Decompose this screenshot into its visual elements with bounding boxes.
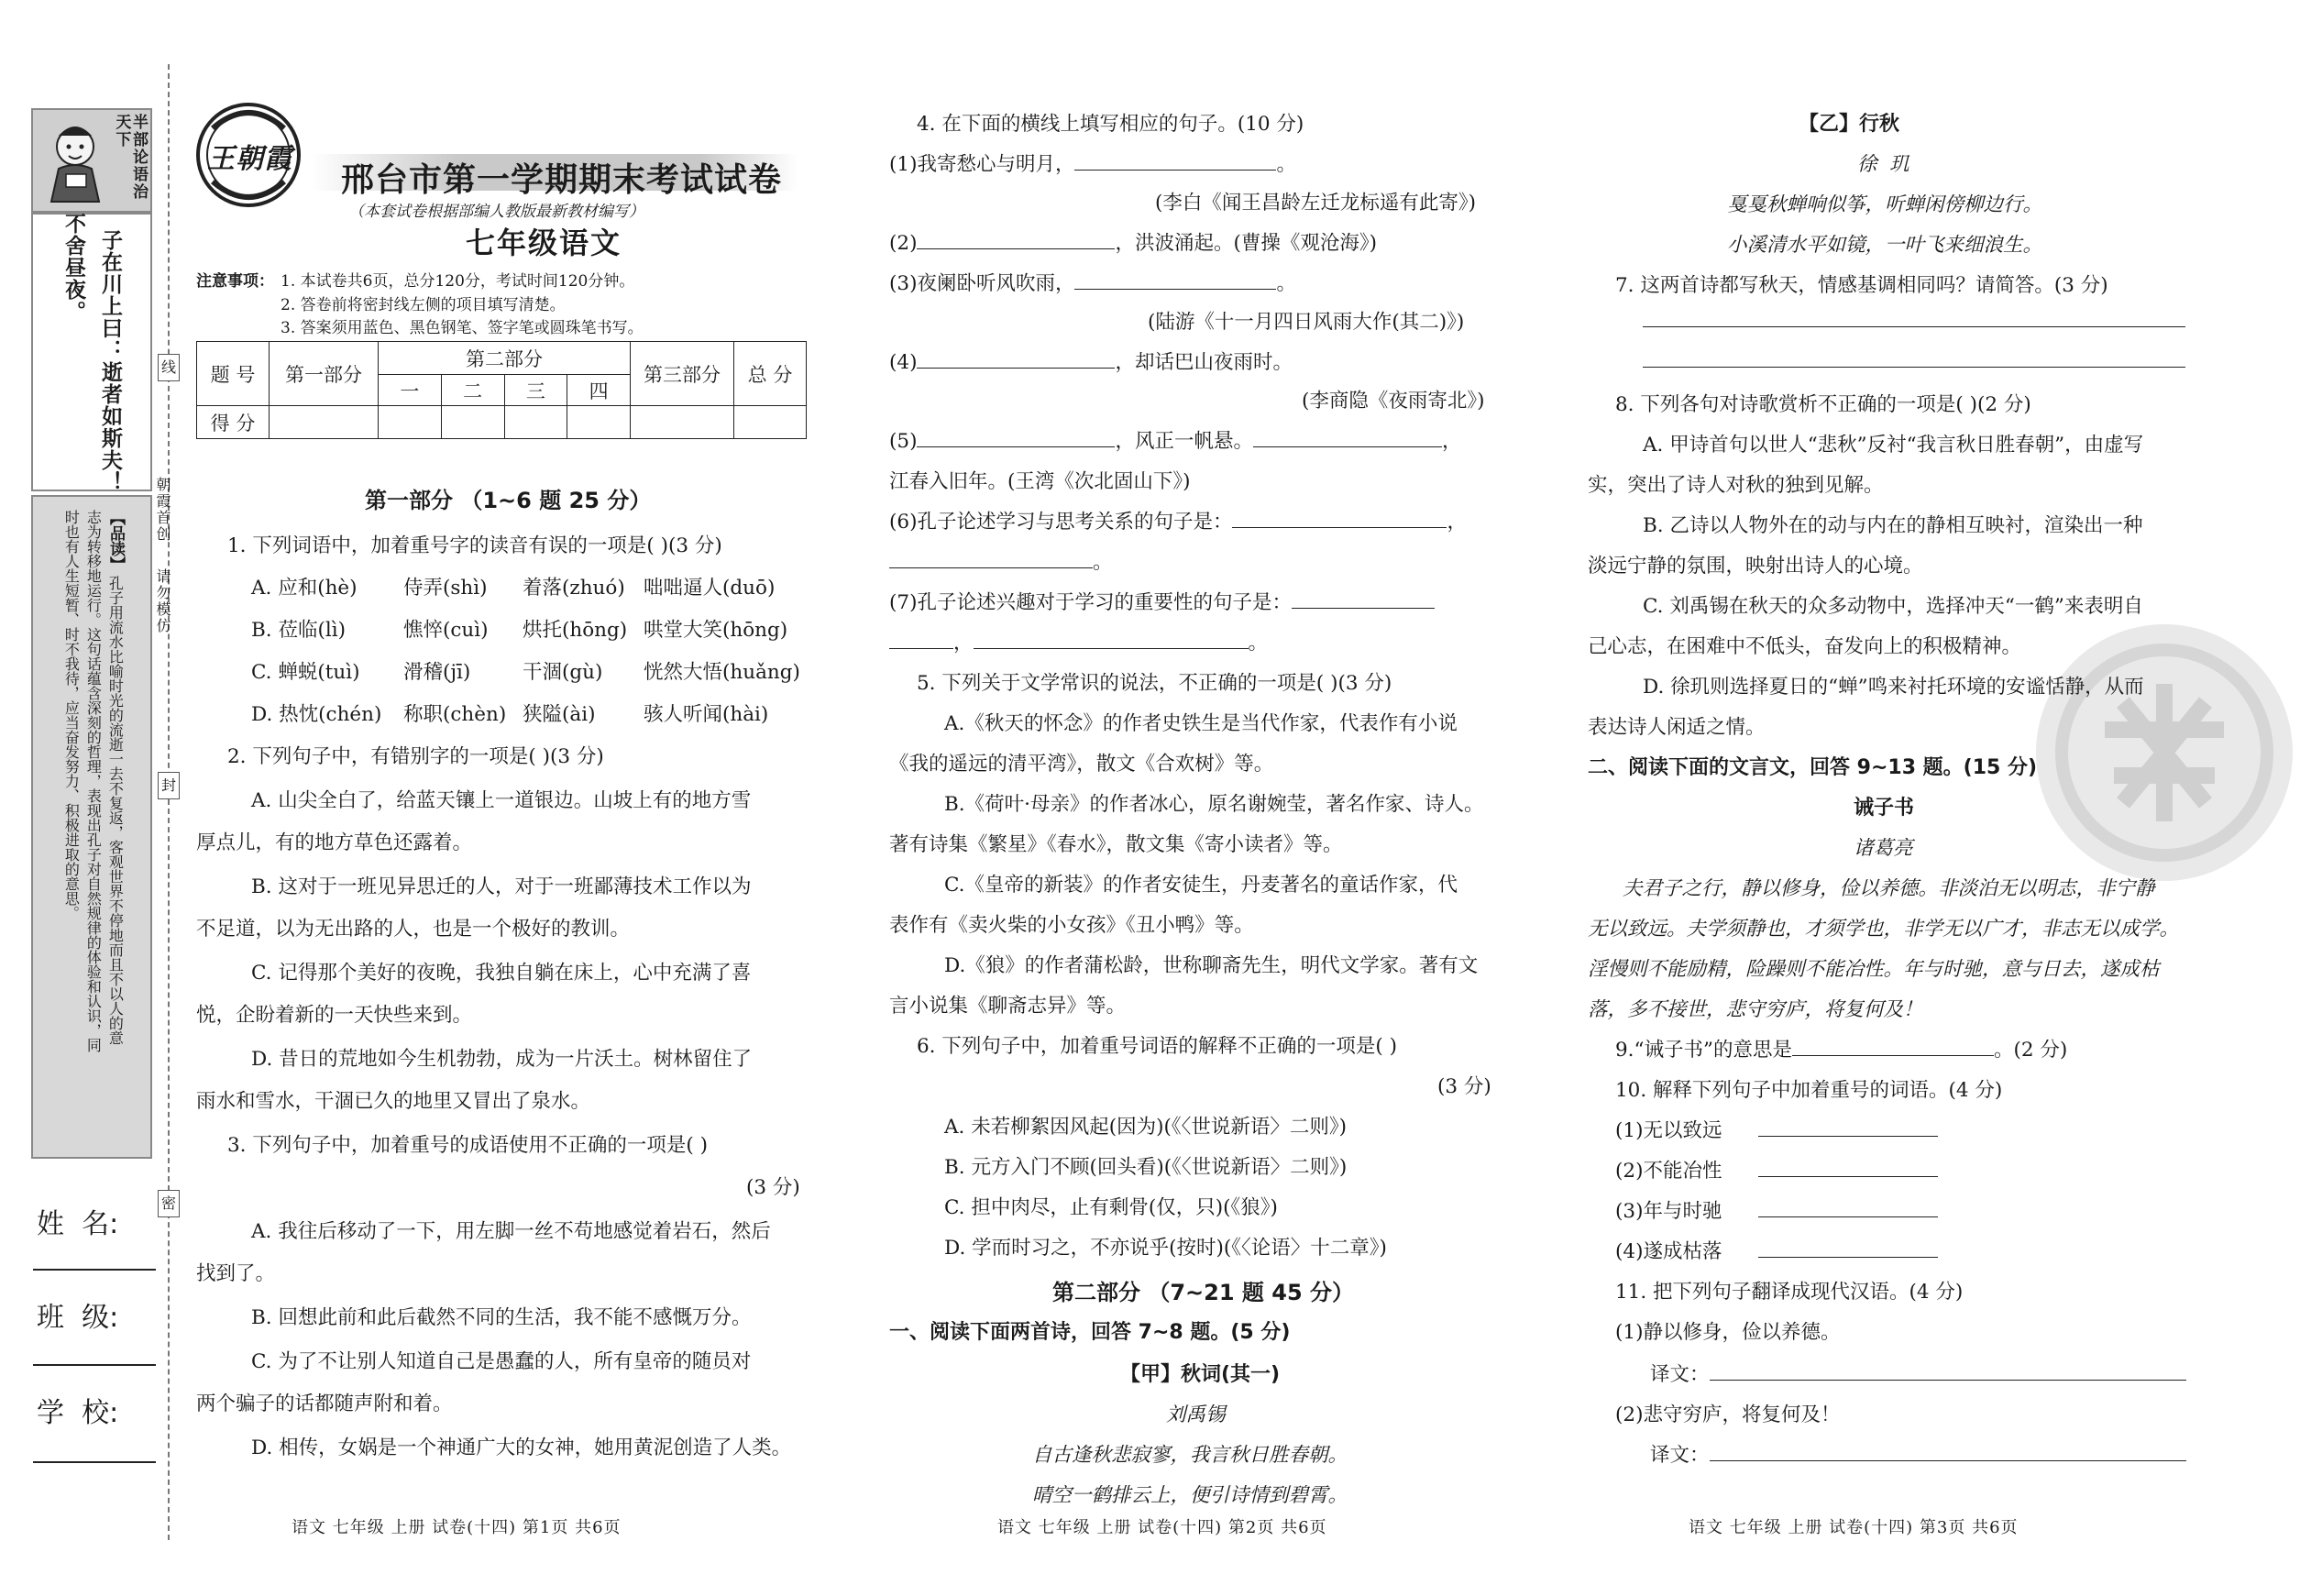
q4-6-blank-2[interactable] xyxy=(889,551,1093,568)
q4-5-text: ，风正一帆悬。 xyxy=(1115,430,1253,453)
seal-mark-xian xyxy=(158,354,180,381)
side-text-2: 请勿模仿 xyxy=(154,568,171,634)
col-part2: 第二部分 xyxy=(379,342,631,375)
q1-B-2: 憔悴(cuì) xyxy=(403,619,489,642)
score-cell-sub1[interactable] xyxy=(379,406,442,439)
q4-4-blank[interactable] xyxy=(917,351,1115,369)
prose-line4: 落，多不接世，悲守穷庐，将复何及！ xyxy=(1588,998,1923,1021)
score-cell-total[interactable] xyxy=(734,406,807,439)
q2-D-line2: 雨水和雪水，干涸已久的地里又冒出了泉水。 xyxy=(196,1090,591,1113)
q4-2-blank[interactable] xyxy=(917,232,1115,249)
q10-item-2-blank[interactable] xyxy=(1758,1160,1938,1177)
q3-C-line1: C. 为了不让别人知道自己是愚蠢的人，所有皇帝的随员对 xyxy=(251,1350,752,1373)
q8-D-line1: D. 徐玑则选择夏日的“蝉”鸣来衬托环境的安谧恬静，从而 xyxy=(1643,676,2144,699)
poem2-author: 徐 玑 xyxy=(1857,153,1909,176)
q4-7-blank-2[interactable] xyxy=(889,632,953,649)
part2-title: 第二部分 （7~21 题 45 分） xyxy=(1052,1280,1355,1305)
quote-line-1: 子在川上曰：逝者如斯夫！ xyxy=(98,229,122,493)
q4-5-num: (5) xyxy=(889,430,918,453)
q2-stem: 2. 下列句子中，有错别字的一项是( )(3 分) xyxy=(227,745,604,768)
q10-item-3-text: (3)年与时驰 xyxy=(1615,1200,1722,1223)
seal-mark-xian-text: 线 xyxy=(160,358,176,376)
q11-1-blank[interactable] xyxy=(1710,1363,2186,1381)
q3-C-line2: 两个骗子的话都随声附和着。 xyxy=(196,1392,453,1415)
poem1-line1: 自古逢秋悲寂寥，我言秋日胜春朝。 xyxy=(1032,1444,1348,1467)
q4-3-blank[interactable] xyxy=(1074,272,1276,290)
side-text-1: 朝霞首创 xyxy=(154,477,171,543)
page-footer-3: 语文 七年级 上册 试卷(十四) 第3页 共6页 xyxy=(1689,1518,2019,1537)
q4-7-blank-3[interactable] xyxy=(974,632,1249,649)
q1-A-2: 侍弄(shì) xyxy=(403,577,488,600)
prose-author: 诸葛亮 xyxy=(1854,837,1913,860)
q4-6-text: (6)孔子论述学习与思考关系的句子是： xyxy=(889,511,1233,534)
q3-score: (3 分) xyxy=(746,1176,800,1199)
notice-3: 3. 答案须用蓝色、黑色钢笔、签字笔或圆珠笔书写。 xyxy=(281,319,644,337)
q1-C-4: 恍然大悟(huǎng) xyxy=(644,661,800,684)
q11-1-answer xyxy=(1650,1359,2186,1387)
score-cell-part1[interactable] xyxy=(270,406,379,439)
q8-B-line1: B. 乙诗以人物外在的动与内在的静相互映衬，渲染出一种 xyxy=(1643,514,2143,537)
q1-B-1: B. 莅临(lì) xyxy=(251,619,346,642)
q10-item-1-blank[interactable] xyxy=(1758,1119,1938,1137)
q10-item-4 xyxy=(1615,1236,1938,1264)
q7-stem: 7. 这两首诗都写秋天，情感基调相同吗？请简答。(3 分) xyxy=(1615,274,2108,297)
q8-stem: 8. 下列各句对诗歌赏析不正确的一项是( )(2 分) xyxy=(1615,393,2031,416)
q4-6-blank-1[interactable] xyxy=(1232,511,1447,528)
cartoon-icon xyxy=(39,116,114,204)
q6-C: C. 担中肉尽，止有剩骨(仅，只)(《狼》) xyxy=(944,1196,1278,1219)
seal-line xyxy=(168,64,170,1540)
q10-item-1 xyxy=(1615,1115,1938,1143)
q8-D-line2: 表达诗人闲适之情。 xyxy=(1588,716,1766,739)
q8-C-line2: 己心志，在困难中不低头，奋发向上的积极精神。 xyxy=(1588,635,2022,658)
q4-7-line2: ， 。 xyxy=(889,627,1268,655)
col-part3: 第三部分 xyxy=(631,342,734,406)
col-part2-sub-4: 四 xyxy=(567,375,631,406)
q4-3-source: (陆游《十一月四日风雨大作(其二)》) xyxy=(1148,311,1465,334)
q3-D: D. 相传，女娲是一个神通广大的女神，她用黄泥创造了人类。 xyxy=(251,1436,792,1459)
q9-text: 9.“诫子书”的意思是 xyxy=(1615,1039,1792,1062)
grade-subject: 七年级语文 xyxy=(466,226,622,260)
score-table xyxy=(196,341,807,439)
q9 xyxy=(1615,1034,2067,1062)
q2-A-line1: A. 山尖全白了，给蓝天镶上一道银边。山坡上有的地方雪 xyxy=(251,789,752,812)
seal-mark-mi-text: 密 xyxy=(160,1194,176,1212)
prose-line1: 夫君子之行，静以修身，俭以养德。非淡泊无以明志，非宁静 xyxy=(1623,877,2155,900)
row-label-defen: 得 分 xyxy=(197,406,270,439)
q3-A-line2: 找到了。 xyxy=(196,1262,276,1285)
quote-line-2: 不舍昼夜。 xyxy=(61,213,85,323)
q4-5-comma: ， xyxy=(1441,430,1462,453)
q11-2-translate-label: 译文： xyxy=(1650,1444,1710,1467)
part1-title: 第一部分 （1~6 题 25 分） xyxy=(365,488,652,513)
q5-B-line2: 著有诗集《繁星》《春水》，散文集《寄小读者》等。 xyxy=(889,833,1343,856)
q11-item-2: (2)悲守穷庐，将复何及！ xyxy=(1615,1403,1841,1426)
q10-item-1-text: (1)无以致远 xyxy=(1615,1119,1722,1142)
quote-box xyxy=(31,213,152,491)
pindu-col-3: 时也有人生短暂、时不我待，应当奋发努力、积极进取的意思。 xyxy=(62,510,81,920)
poem1-line2: 晴空一鹤排云上，便引诗情到碧霄。 xyxy=(1032,1484,1348,1507)
seal-mark-feng xyxy=(158,772,180,799)
q7-answer-line-2[interactable] xyxy=(1643,367,2185,368)
q4-6-line2: 。 xyxy=(889,546,1113,575)
q10-item-3 xyxy=(1615,1195,1938,1224)
col-part2-sub-1: 一 xyxy=(379,375,442,406)
q2-A-line2: 厚点儿，有的地方草色还露着。 xyxy=(196,831,473,854)
page-footer-1: 语文 七年级 上册 试卷(十四) 第1页 共6页 xyxy=(292,1518,622,1537)
q4-4-source: (李商隐《夜雨寄北》) xyxy=(1302,390,1485,413)
pindu-label: 【品读】 xyxy=(106,510,125,572)
q4-4 xyxy=(889,347,1293,375)
q10-item-2 xyxy=(1615,1155,1938,1183)
section-2-title: 二、阅读下面的文言文，回答 9~13 题。(15 分) xyxy=(1588,756,2038,779)
score-cell-part3[interactable] xyxy=(631,406,734,439)
q5-D-line1: D.《狼》的作者蒲松龄，世称聊斋先生，明代文学家。著有文 xyxy=(944,954,1479,977)
q3-stem: 3. 下列句子中，加着重号的成语使用不正确的一项是( ) xyxy=(227,1134,708,1157)
q4-1-text: (1)我寄愁心与明月， xyxy=(889,153,1075,176)
q2-B-line2: 不足道，以为无出路的人，也是一个极好的教训。 xyxy=(196,918,631,941)
col-part1: 第一部分 xyxy=(270,342,379,406)
q4-4-num: (4) xyxy=(889,351,918,374)
score-cell-sub3[interactable] xyxy=(504,406,567,439)
seal-mark-mi xyxy=(158,1190,180,1217)
q6-A: A. 未若柳絮因风起(因为)(《〈世说新语〉二则》) xyxy=(944,1116,1347,1139)
q6-stem: 6. 下列句子中，加着重号词语的解释不正确的一项是( ) xyxy=(917,1035,1397,1058)
q4-2-text: ，洪波涌起。(曹操《观沧海》) xyxy=(1115,232,1377,255)
class-field[interactable] xyxy=(33,1364,156,1366)
q5-A-line2: 《我的遥远的清平湾》，散文《合欢树》等。 xyxy=(889,753,1274,776)
q4-7 xyxy=(889,587,1435,615)
q11-2-blank[interactable] xyxy=(1710,1444,2186,1461)
q4-6: (6)孔子论述学习与思考关系的句子是： ， xyxy=(889,511,1467,534)
col-part2-sub-3: 三 xyxy=(504,375,567,406)
q6-B: B. 元方入门不顾(回头看)(《〈世说新语〉二则》) xyxy=(944,1156,1348,1179)
prose-title: 诫子书 xyxy=(1854,797,1915,820)
q6-D: D. 学而时习之，不亦说乎(按时)(《〈论语〉十二章》) xyxy=(944,1237,1387,1260)
q8-A-line1: A. 甲诗首句以世人“悲秋”反衬“我言秋日胜春朝”，由虚写 xyxy=(1643,434,2144,457)
poem1-author: 刘禹锡 xyxy=(1166,1403,1226,1426)
school-field[interactable] xyxy=(33,1461,156,1463)
q1-B-3: 烘托(hōng) xyxy=(523,619,628,642)
col-total: 总 分 xyxy=(734,342,807,406)
q1-C-3: 干涸(gù) xyxy=(523,661,603,684)
watermark-seal-icon xyxy=(2031,620,2297,886)
school-label: 学 校: xyxy=(37,1397,119,1429)
notice-label: 注意事项： xyxy=(196,272,274,291)
q1-C-1: C. 蝉蜕(tuì) xyxy=(251,661,360,684)
motto-text: 半部论语治天下 xyxy=(112,114,148,201)
q5-C-line1: C.《皇帝的新装》的作者安徒生，丹麦著名的童话作家，代 xyxy=(944,874,1458,897)
q1-A-3: 着落(zhuó) xyxy=(523,577,625,600)
q4-3-text: (3)夜阑卧听风吹雨， xyxy=(889,272,1075,295)
q4-stem: 4. 在下面的横线上填写相应的句子。(10 分) xyxy=(917,113,1304,136)
name-label: 姓 名: xyxy=(37,1208,119,1240)
poem2-line1: 戛戛秋蝉响似筝，听蝉闲傍柳边行。 xyxy=(1727,193,2043,216)
notice-2: 2. 答卷前将密封线左侧的项目填写清楚。 xyxy=(281,296,566,314)
q8-B-line2: 淡远宁静的氛围，映射出诗人的心境。 xyxy=(1588,555,1923,578)
q4-4-text: ，却话巴山夜雨时。 xyxy=(1115,351,1293,374)
q11-2-answer xyxy=(1650,1439,2186,1468)
logo-text: 王朝霞 xyxy=(207,143,292,175)
q3-A-line1: A. 我往后移动了一下，用左脚一丝不苟地感觉着岩石，然后 xyxy=(251,1220,771,1243)
q4-5-blank-2[interactable] xyxy=(1253,430,1442,447)
prose-line3: 淫慢则不能励精，险躁则不能冶性。年与时驰，意与日去，遂成枯 xyxy=(1588,958,2160,981)
q4-2 xyxy=(889,227,1377,256)
q8-A-line2: 实，突出了诗人对秋的独到见解。 xyxy=(1588,474,1884,497)
pindu-col-2: 志为转移地运行。这句话蕴含深刻的哲理，表现出孔子对自然规律的体验和认识，同 xyxy=(84,510,103,1052)
q10-item-4-blank[interactable] xyxy=(1758,1240,1938,1258)
q4-1-source: (李白《闻王昌龄左迁龙标遥有此寄》) xyxy=(1155,192,1477,215)
q8-C-line1: C. 刘禹锡在秋天的众多动物中，选择冲天“一鹤”来表明自 xyxy=(1643,595,2143,618)
q10-item-4-text: (4)遂成枯落 xyxy=(1615,1240,1722,1263)
exam-title: 邢台市第一学期期末考试试卷 xyxy=(341,161,783,199)
score-cell-sub4[interactable] xyxy=(567,406,631,439)
q6-score: (3 分) xyxy=(1437,1075,1491,1098)
q1-B-4: 哄堂大笑(hōng) xyxy=(644,619,788,642)
q1-D-3: 狭隘(ài) xyxy=(523,703,596,726)
poem1-title: 【甲】秋词(其一) xyxy=(1120,1363,1281,1386)
q5-A-line1: A.《秋天的怀念》的作者史铁生是当代作家，代表作有小说 xyxy=(944,712,1458,735)
q1-A-4: 咄咄逼人(duō) xyxy=(644,577,776,600)
seal-mark-feng-text: 封 xyxy=(160,776,176,794)
pindu-col-1: 孔子用流水比喻时光的流逝一去不复返，客观世界不停地而且不以人的意 xyxy=(106,576,125,1045)
page-footer-2: 语文 七年级 上册 试卷(十四) 第2页 共6页 xyxy=(997,1518,1327,1537)
q3-B: B. 回想此前和此后截然不同的生活，我不能不感慨万分。 xyxy=(251,1306,752,1329)
q10-item-2-text: (2)不能冶性 xyxy=(1615,1160,1722,1183)
prose-line2: 无以致远。夫学须静也，才须学也，非学无以广才，非志无以成学。 xyxy=(1588,918,2180,941)
q4-7-blank-1[interactable] xyxy=(1292,591,1435,609)
q2-D-line1: D. 昔日的荒地如今生机勃勃，成为一片沃土。树林留住了 xyxy=(251,1048,753,1071)
q5-C-line2: 表作有《卖火柴的小女孩》《丑小鸭》等。 xyxy=(889,914,1254,937)
q1-D-4: 骇人听闻(hài) xyxy=(644,703,769,726)
q4-7-text: (7)孔子论述兴趣对于学习的重要性的句子是： xyxy=(889,591,1292,614)
q4-5-blank-1[interactable] xyxy=(917,430,1115,447)
q9-score: 。(2 分) xyxy=(1994,1039,2068,1062)
score-cell-sub2[interactable] xyxy=(441,406,504,439)
q4-5 xyxy=(889,425,1462,454)
q4-5-line2: 江春入旧年。(王湾《次北固山下》) xyxy=(889,470,1191,493)
name-field[interactable] xyxy=(33,1269,156,1271)
q1-A-1: A. 应和(hè) xyxy=(251,577,358,600)
q7-answer-line-1[interactable] xyxy=(1643,326,2185,327)
q4-1-blank[interactable] xyxy=(1074,153,1276,171)
q4-3: (3)夜阑卧听风吹雨， 。 xyxy=(889,272,1296,295)
q1-C-2: 滑稽(jī) xyxy=(403,661,471,684)
row-label-tihao: 题 号 xyxy=(197,342,270,406)
q9-blank[interactable] xyxy=(1792,1039,1994,1056)
q5-B-line1: B.《荷叶·母亲》的作者冰心，原名谢婉莹，著名作家、诗人。 xyxy=(944,793,1484,816)
poem2-title: 【乙】行秋 xyxy=(1799,113,1900,136)
q2-C-line1: C. 记得那个美好的夜晚，我独自躺在床上，心中充满了喜 xyxy=(251,962,752,985)
class-label: 班 级: xyxy=(37,1302,119,1334)
q4-1: (1)我寄愁心与明月， 。 xyxy=(889,153,1296,176)
q10-item-3-blank[interactable] xyxy=(1758,1200,1938,1217)
q4-2-num: (2) xyxy=(889,232,918,255)
poem2-line2: 小溪清水平如镜，一叶飞来细浪生。 xyxy=(1727,234,2043,257)
section-1-title: 一、阅读下面两首诗，回答 7~8 题。(5 分) xyxy=(889,1321,1291,1344)
q2-C-line2: 悦，企盼着新的一天快些来到。 xyxy=(196,1004,473,1027)
q11-1-translate-label: 译文： xyxy=(1650,1363,1710,1386)
q5-stem: 5. 下列关于文学常识的说法，不正确的一项是( )(3 分) xyxy=(917,672,1392,695)
q1-D-2: 称职(chèn) xyxy=(403,703,507,726)
exam-subtitle: （本套试卷根据部编人教版最新教材编写） xyxy=(348,203,644,221)
q10-stem: 10. 解释下列句子中加着重号的词语。(4 分) xyxy=(1615,1079,2003,1102)
q2-B-line1: B. 这对于一班见异思迁的人，对于一班鄙薄技术工作以为 xyxy=(251,875,752,898)
q11-stem: 11. 把下列句子翻译成现代汉语。(4 分) xyxy=(1615,1281,1964,1304)
notice-1: 1. 本试卷共6页，总分120分，考试时间120分钟。 xyxy=(281,272,635,291)
col-part2-sub-2: 二 xyxy=(441,375,504,406)
q11-item-1: (1)静以修身，俭以养德。 xyxy=(1615,1321,1841,1344)
q1-D-1: D. 热忱(chén) xyxy=(251,703,382,726)
q5-D-line2: 言小说集《聊斋志异》等。 xyxy=(889,995,1127,1018)
q1-stem: 1. 下列词语中，加着重号字的读音有误的一项是( )(3 分) xyxy=(227,534,722,557)
